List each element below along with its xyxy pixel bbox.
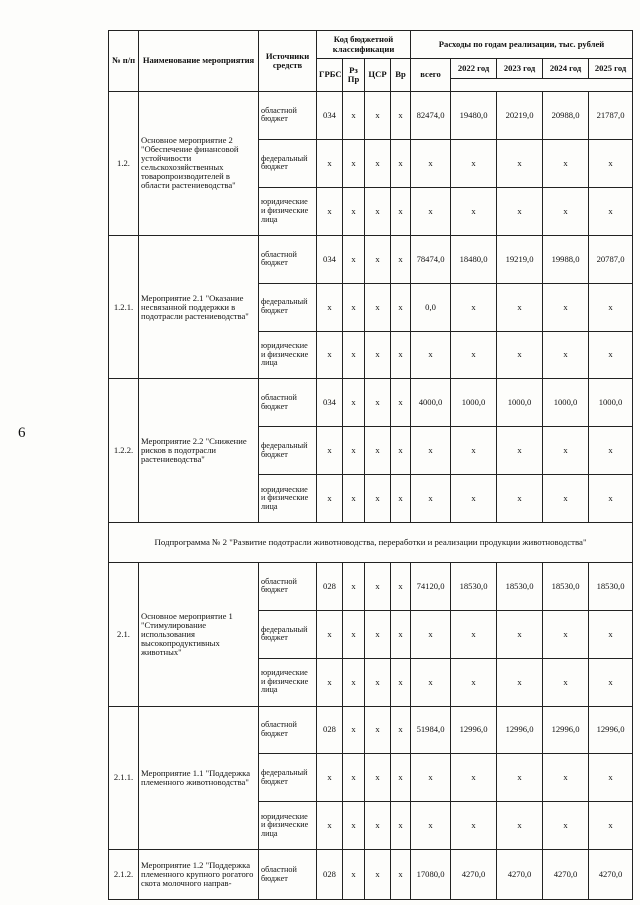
vr-cell: x [391,379,411,427]
total-cell: x [411,187,451,235]
total-cell: x [411,802,451,850]
year-2024-cell: x [543,802,589,850]
csr-cell: x [365,802,391,850]
source-cell: областной бюджет [259,379,317,427]
subprogram-row [109,523,633,563]
total-cell: 0,0 [411,283,451,331]
year-2025-cell: 12996,0 [589,706,633,754]
header-year-2025: 2025 год [589,59,633,79]
csr-cell: x [365,427,391,475]
year-2022-cell: x [451,475,497,523]
year-2025-cell: 21787,0 [589,92,633,140]
grbs-cell: 034 [317,379,343,427]
table-row [109,379,633,427]
year-2024-cell: x [543,475,589,523]
total-cell: 82474,0 [411,92,451,140]
header-year-2024: 2024 год [543,59,589,79]
total-cell: x [411,331,451,379]
grbs-cell: 034 [317,235,343,283]
rzpr-cell: x [343,706,365,754]
year-2024-cell: 19988,0 [543,235,589,283]
year-2023-cell: 20219,0 [497,92,543,140]
header-year-2022: 2022 год [451,59,497,79]
source-cell: юридические и физические лица [259,331,317,379]
source-cell: федеральный бюджет [259,754,317,802]
header-total: всего [411,59,451,92]
source-cell: областной бюджет [259,850,317,900]
csr-cell: x [365,562,391,610]
grbs-cell: 028 [317,850,343,900]
year-2025-cell: 20787,0 [589,235,633,283]
source-cell: федеральный бюджет [259,139,317,187]
vr-cell: x [391,754,411,802]
rzpr-cell: x [343,283,365,331]
year-2025-cell: x [589,139,633,187]
rzpr-cell: x [343,754,365,802]
year-2024-cell: 20988,0 [543,92,589,140]
vr-cell: x [391,802,411,850]
year-2023-cell: x [497,475,543,523]
csr-cell: x [365,92,391,140]
year-2022-cell: 18530,0 [451,562,497,610]
year-2022-cell: x [451,283,497,331]
vr-cell: x [391,235,411,283]
year-2025-cell: 18530,0 [589,562,633,610]
budget-table [108,30,633,900]
year-2023-cell: 18530,0 [497,562,543,610]
year-2025-cell: x [589,283,633,331]
grbs-cell: x [317,187,343,235]
row-number: 2.1.1. [109,706,139,850]
year-2022-cell: x [451,610,497,658]
measure-name: Мероприятие 2.2 "Снижение рисков в подотрасли растениеводства" [139,379,259,523]
total-cell: 74120,0 [411,562,451,610]
year-2022-cell: 18480,0 [451,235,497,283]
measure-name: Мероприятие 2.1 "Оказание несвязанной поддержки в подотрасли растениеводства" [139,235,259,379]
year-2023-cell: x [497,331,543,379]
header-expenses: Расходы по годам реализации, тыс. рублей [411,31,633,59]
rzpr-cell: x [343,331,365,379]
subprogram-title: Подпрограмма № 2 "Развитие подотрасли животноводства, переработки и реализации продукции животноводства" [109,523,633,563]
source-cell: юридические и физические лица [259,658,317,706]
vr-cell: x [391,706,411,754]
year-2025-cell: 4270,0 [589,850,633,900]
rzpr-cell: x [343,562,365,610]
grbs-cell: x [317,754,343,802]
csr-cell: x [365,850,391,900]
csr-cell: x [365,658,391,706]
year-2022-cell: x [451,331,497,379]
total-cell: 51984,0 [411,706,451,754]
total-cell: 4000,0 [411,379,451,427]
total-cell: x [411,658,451,706]
source-cell: федеральный бюджет [259,283,317,331]
measure-name: Основное мероприятие 1 "Стимулирование использования высокопродуктивных животных" [139,562,259,706]
total-cell: 17080,0 [411,850,451,900]
grbs-cell: x [317,658,343,706]
measure-name: Основное мероприятие 2 "Обеспечение финансовой устойчивости сельскохозяйственных товаропроизводителей в области растениеводства" [139,92,259,236]
vr-cell: x [391,283,411,331]
year-2022-cell: 12996,0 [451,706,497,754]
rzpr-cell: x [343,92,365,140]
table-row [109,235,633,283]
grbs-cell: 034 [317,92,343,140]
year-2023-cell: x [497,283,543,331]
grbs-cell: x [317,802,343,850]
grbs-cell: x [317,427,343,475]
table-row [109,92,633,140]
year-2025-cell: x [589,610,633,658]
csr-cell: x [365,331,391,379]
source-cell: юридические и физические лица [259,187,317,235]
header-year-spacer [451,79,633,92]
year-2023-cell: 1000,0 [497,379,543,427]
header-rzpr: Рз Пр [343,59,365,92]
csr-cell: x [365,610,391,658]
source-cell: юридические и физические лица [259,802,317,850]
header-name: Наименование мероприятия [139,31,259,92]
year-2023-cell: x [497,802,543,850]
rzpr-cell: x [343,475,365,523]
grbs-cell: x [317,610,343,658]
year-2025-cell: x [589,475,633,523]
year-2024-cell: x [543,610,589,658]
csr-cell: x [365,187,391,235]
csr-cell: x [365,706,391,754]
vr-cell: x [391,331,411,379]
year-2023-cell: x [497,427,543,475]
table-header [109,31,633,92]
grbs-cell: 028 [317,706,343,754]
source-cell: федеральный бюджет [259,610,317,658]
year-2025-cell: x [589,187,633,235]
source-cell: областной бюджет [259,235,317,283]
year-2023-cell: 19219,0 [497,235,543,283]
grbs-cell: x [317,139,343,187]
source-cell: областной бюджет [259,706,317,754]
year-2022-cell: 19480,0 [451,92,497,140]
vr-cell: x [391,187,411,235]
table-row [109,850,633,900]
grbs-cell: x [317,475,343,523]
vr-cell: x [391,610,411,658]
total-cell: x [411,427,451,475]
header-grbs: ГРБС [317,59,343,92]
source-cell: областной бюджет [259,562,317,610]
year-2024-cell: 4270,0 [543,850,589,900]
grbs-cell: x [317,331,343,379]
year-2023-cell: 12996,0 [497,706,543,754]
year-2022-cell: x [451,802,497,850]
year-2022-cell: 1000,0 [451,379,497,427]
year-2024-cell: 1000,0 [543,379,589,427]
year-2023-cell: x [497,139,543,187]
year-2022-cell: x [451,427,497,475]
header-budget-code: Код бюджетной классификации [317,31,411,59]
table-row [109,706,633,754]
rzpr-cell: x [343,235,365,283]
year-2024-cell: x [543,754,589,802]
vr-cell: x [391,658,411,706]
total-cell: x [411,475,451,523]
year-2022-cell: x [451,754,497,802]
year-2025-cell: x [589,802,633,850]
csr-cell: x [365,235,391,283]
measure-name: Мероприятие 1.1 "Поддержка племенного животноводства" [139,706,259,850]
year-2023-cell: x [497,610,543,658]
vr-cell: x [391,475,411,523]
rzpr-cell: x [343,139,365,187]
source-cell: федеральный бюджет [259,427,317,475]
year-2024-cell: x [543,658,589,706]
year-2024-cell: x [543,187,589,235]
vr-cell: x [391,850,411,900]
total-cell: x [411,610,451,658]
year-2024-cell: 18530,0 [543,562,589,610]
row-number: 1.2.1. [109,235,139,379]
table-row [109,562,633,610]
rzpr-cell: x [343,802,365,850]
row-number: 2.1.2. [109,850,139,900]
csr-cell: x [365,139,391,187]
page-number: 6 [18,425,26,441]
row-number: 1.2.2. [109,379,139,523]
year-2024-cell: x [543,139,589,187]
header-num: № п/п [109,31,139,92]
source-cell: юридические и физические лица [259,475,317,523]
year-2023-cell: x [497,754,543,802]
year-2024-cell: 12996,0 [543,706,589,754]
year-2025-cell: x [589,331,633,379]
vr-cell: x [391,139,411,187]
row-number: 2.1. [109,562,139,706]
rzpr-cell: x [343,187,365,235]
grbs-cell: x [317,283,343,331]
measure-name: Мероприятие 1.2 "Поддержка племенного крупного рогатого скота молочного направ- [139,850,259,900]
year-2023-cell: x [497,658,543,706]
table-body [109,92,633,900]
header-csr: ЦСР [365,59,391,92]
year-2025-cell: x [589,427,633,475]
header-year-2023: 2023 год [497,59,543,79]
row-number: 1.2. [109,92,139,236]
year-2025-cell: x [589,754,633,802]
year-2025-cell: x [589,658,633,706]
total-cell: x [411,139,451,187]
rzpr-cell: x [343,658,365,706]
year-2023-cell: x [497,187,543,235]
total-cell: x [411,754,451,802]
year-2024-cell: x [543,283,589,331]
source-cell: областной бюджет [259,92,317,140]
year-2023-cell: 4270,0 [497,850,543,900]
vr-cell: x [391,562,411,610]
header-vr: Вр [391,59,411,92]
year-2025-cell: 1000,0 [589,379,633,427]
csr-cell: x [365,754,391,802]
vr-cell: x [391,92,411,140]
total-cell: 78474,0 [411,235,451,283]
rzpr-cell: x [343,427,365,475]
year-2022-cell: x [451,187,497,235]
csr-cell: x [365,379,391,427]
rzpr-cell: x [343,379,365,427]
year-2022-cell: x [451,139,497,187]
year-2024-cell: x [543,427,589,475]
year-2024-cell: x [543,331,589,379]
rzpr-cell: x [343,850,365,900]
csr-cell: x [365,475,391,523]
vr-cell: x [391,427,411,475]
rzpr-cell: x [343,610,365,658]
year-2022-cell: x [451,658,497,706]
csr-cell: x [365,283,391,331]
grbs-cell: 028 [317,562,343,610]
header-source: Источники средств [259,31,317,92]
year-2022-cell: 4270,0 [451,850,497,900]
